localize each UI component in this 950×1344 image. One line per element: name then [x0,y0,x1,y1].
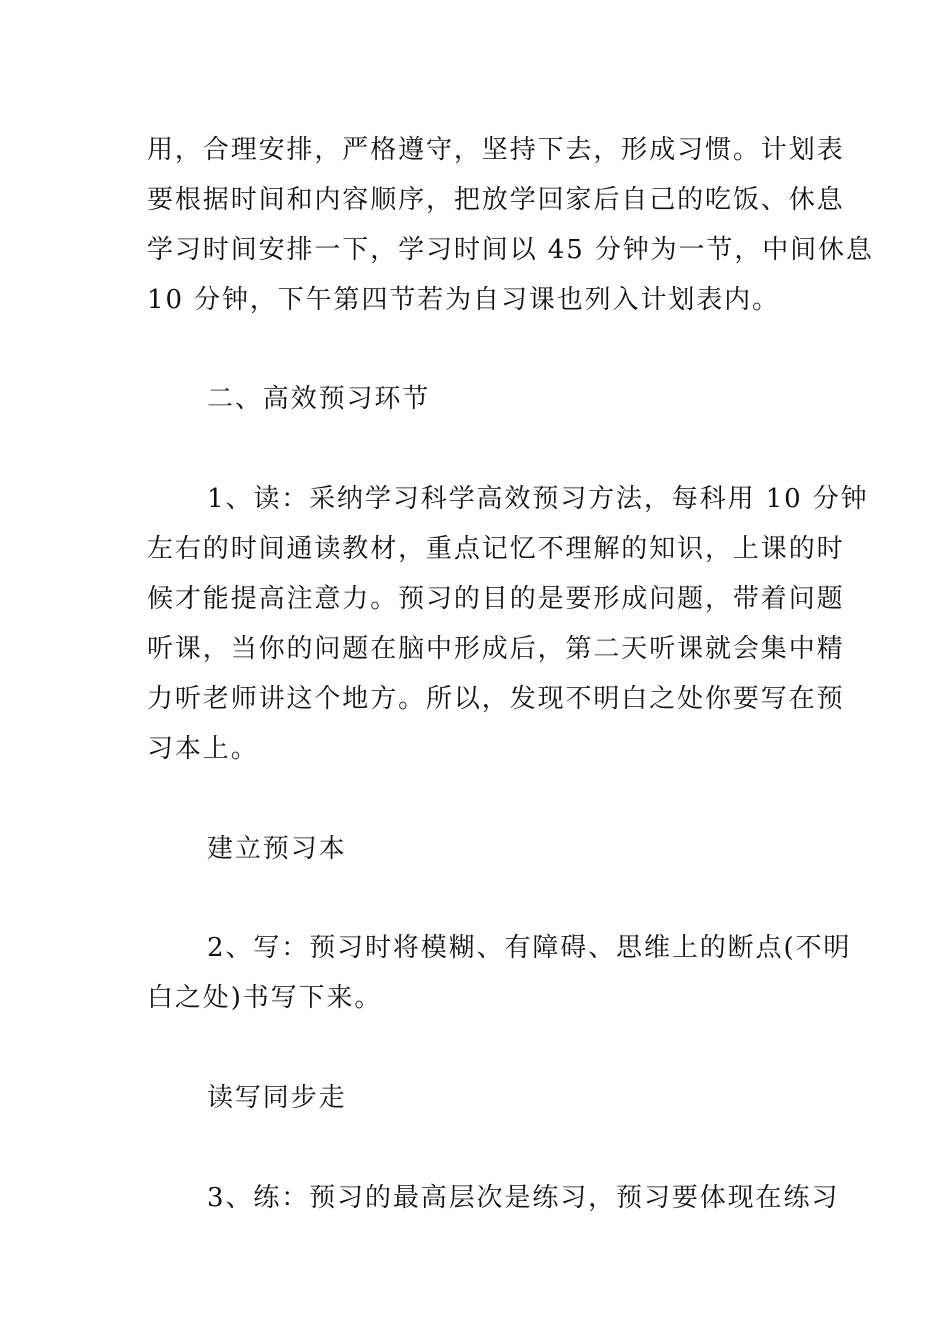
paragraph-read-line-3: 候才能提高注意力。预习的目的是要形成问题，带着问题 [147,584,845,614]
paragraph-1-line-3: 学习时间安排一下，学习时间以 45 分钟为一节，中间休息 [147,235,874,265]
paragraph-read-line-6: 习本上。 [147,734,259,764]
section-heading: 二、高效预习环节 [207,384,431,414]
subheading-sync: 读写同步走 [207,1083,347,1113]
paragraph-read-line-2: 左右的时间通读教材，重点记忆不理解的知识，上课的时 [147,534,845,564]
paragraph-write-line-2: 白之处)书写下来。 [147,983,383,1013]
paragraph-read-line-5: 力听老师讲这个地方。所以，发现不明白之处你要写在预 [147,684,845,714]
paragraph-write-line-1: 2、写：预习时将模糊、有障碍、思维上的断点(不明 [207,933,852,963]
paragraph-1-line-2: 要根据时间和内容顺序，把放学回家后自己的吃饭、休息 [147,185,845,215]
paragraph-1-line-4: 10 分钟，下午第四节若为自习课也列入计划表内。 [147,285,780,315]
paragraph-read-line-1: 1、读：采纳学习科学高效预习方法，每科用 10 分钟 [207,484,869,514]
paragraph-read-line-4: 听课，当你的问题在脑中形成后，第二天听课就会集中精 [147,634,845,664]
paragraph-practice-line-1: 3、练：预习的最高层次是练习，预习要体现在练习 [207,1183,840,1213]
paragraph-1-line-1: 用，合理安排，严格遵守，坚持下去，形成习惯。计划表 [147,135,845,165]
subheading-notebook: 建立预习本 [207,834,347,864]
